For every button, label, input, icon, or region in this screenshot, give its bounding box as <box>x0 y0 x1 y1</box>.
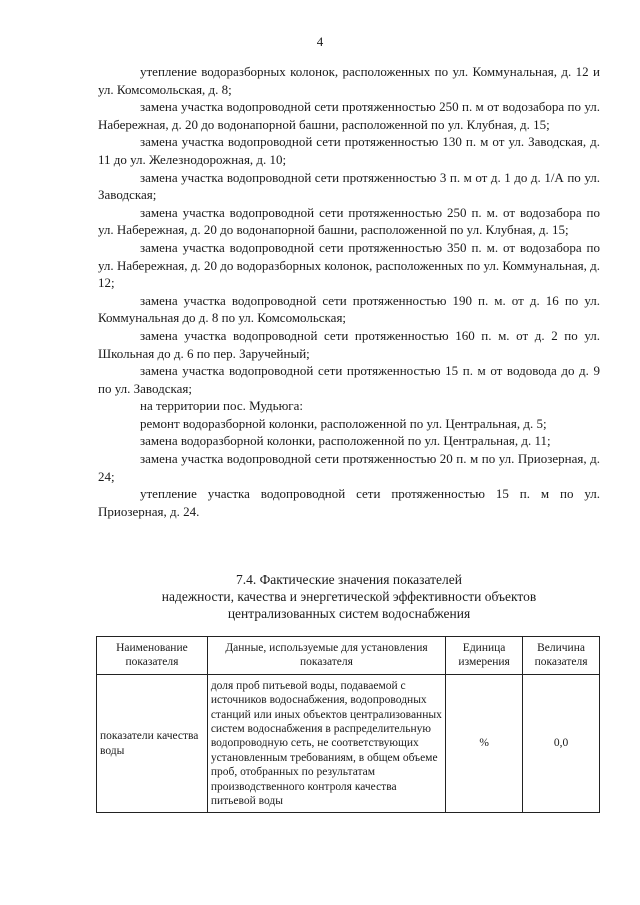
paragraph: замена участка водопроводной сети протяженностью 250 п. м. от водозабора по ул. Набережная, д. 20 до водонапорной башни, расположенной по ул. Клубная, д. 15; <box>98 204 600 238</box>
section-title-line: 7.4. Фактические значения показателей <box>235 572 462 587</box>
paragraph: замена участка водопроводной сети протяженностью 190 п. м. от д. 16 по ул. Коммунальная до д. 8 по ул. Комсомольская; <box>98 292 600 326</box>
cell-value: 0,0 <box>523 674 600 813</box>
cell-indicator-data: доля проб питьевой воды, подаваемой с источников водоснабжения, водопроводных станций или иных объектов централизованных систем водоснабжения в распределительную водопроводную сеть, не соответствующих установленным требованиям, в общем объеме проб, отобранных по результатам производственного контроля качества питьевой воды <box>207 674 445 813</box>
page-number: 4 <box>316 34 324 49</box>
paragraph-location-heading: на территории пос. Мудьюга: <box>140 398 303 414</box>
paragraph: замена участка водопроводной сети протяженностью 130 п. м от ул. Заводская, д. 11 до ул. Железнодорожная, д. 10; <box>98 134 600 167</box>
paragraph: ремонт водоразборной колонки, расположенной по ул. Центральная, д. 5; <box>140 415 547 431</box>
paragraph: утепление участка водопроводной сети протяженностью 15 п. м по ул. Приозерная, д. 24. <box>98 486 600 519</box>
measures-list <box>98 63 600 520</box>
cell-unit: % <box>446 674 523 813</box>
header-unit: Единица измерения <box>446 637 523 675</box>
section-title-line: надежности, качества и энергетической эффективности объектов <box>161 589 537 604</box>
paragraph: замена водоразборной колонки, расположенной по ул. Центральная, д. 11; <box>140 433 551 449</box>
header-indicator-name: Наименование показателя <box>97 637 208 675</box>
table-row <box>97 674 600 813</box>
section-title-line: централизованных систем водоснабжения <box>227 606 471 621</box>
header-indicator-data: Данные, используемые для установления показателя <box>207 637 445 675</box>
paragraph: замена участка водопроводной сети протяженностью 3 п. м от д. 1 до д. 1/А по ул. Заводская; <box>98 169 600 203</box>
paragraph: замена участка водопроводной сети протяженностью 15 п. м от водовода до д. 9 по ул. Заводская; <box>98 363 600 396</box>
paragraph: замена участка водопроводной сети протяженностью 350 п. м. от водозабора по ул. Набережная, д. 20 до водоразборных колонок, расположенных по ул. Коммунальная, д. 12; <box>98 239 600 291</box>
section-title <box>98 571 600 622</box>
indicators-table <box>96 636 600 813</box>
paragraph: замена участка водопроводной сети протяженностью 20 п. м по ул. Приозерная, д. 24; <box>98 451 600 484</box>
paragraph: замена участка водопроводной сети протяженностью 160 п. м. от д. 2 по ул. Школьная до д. 6 по пер. Заручейный; <box>98 327 600 361</box>
paragraph: замена участка водопроводной сети протяженностью 250 п. м от водозабора по ул. Набережная, д. 20 до водонапорной башни, расположенной по ул. Клубная, д. 15; <box>98 99 600 132</box>
table-header-row <box>97 637 600 675</box>
cell-indicator-name: показатели качества воды <box>97 674 208 813</box>
paragraph: утепление водоразборных колонок, расположенных по ул. Коммунальная, д. 12 и ул. Комсомольская, д. 8; <box>98 64 600 97</box>
header-value: Величина показателя <box>523 637 600 675</box>
